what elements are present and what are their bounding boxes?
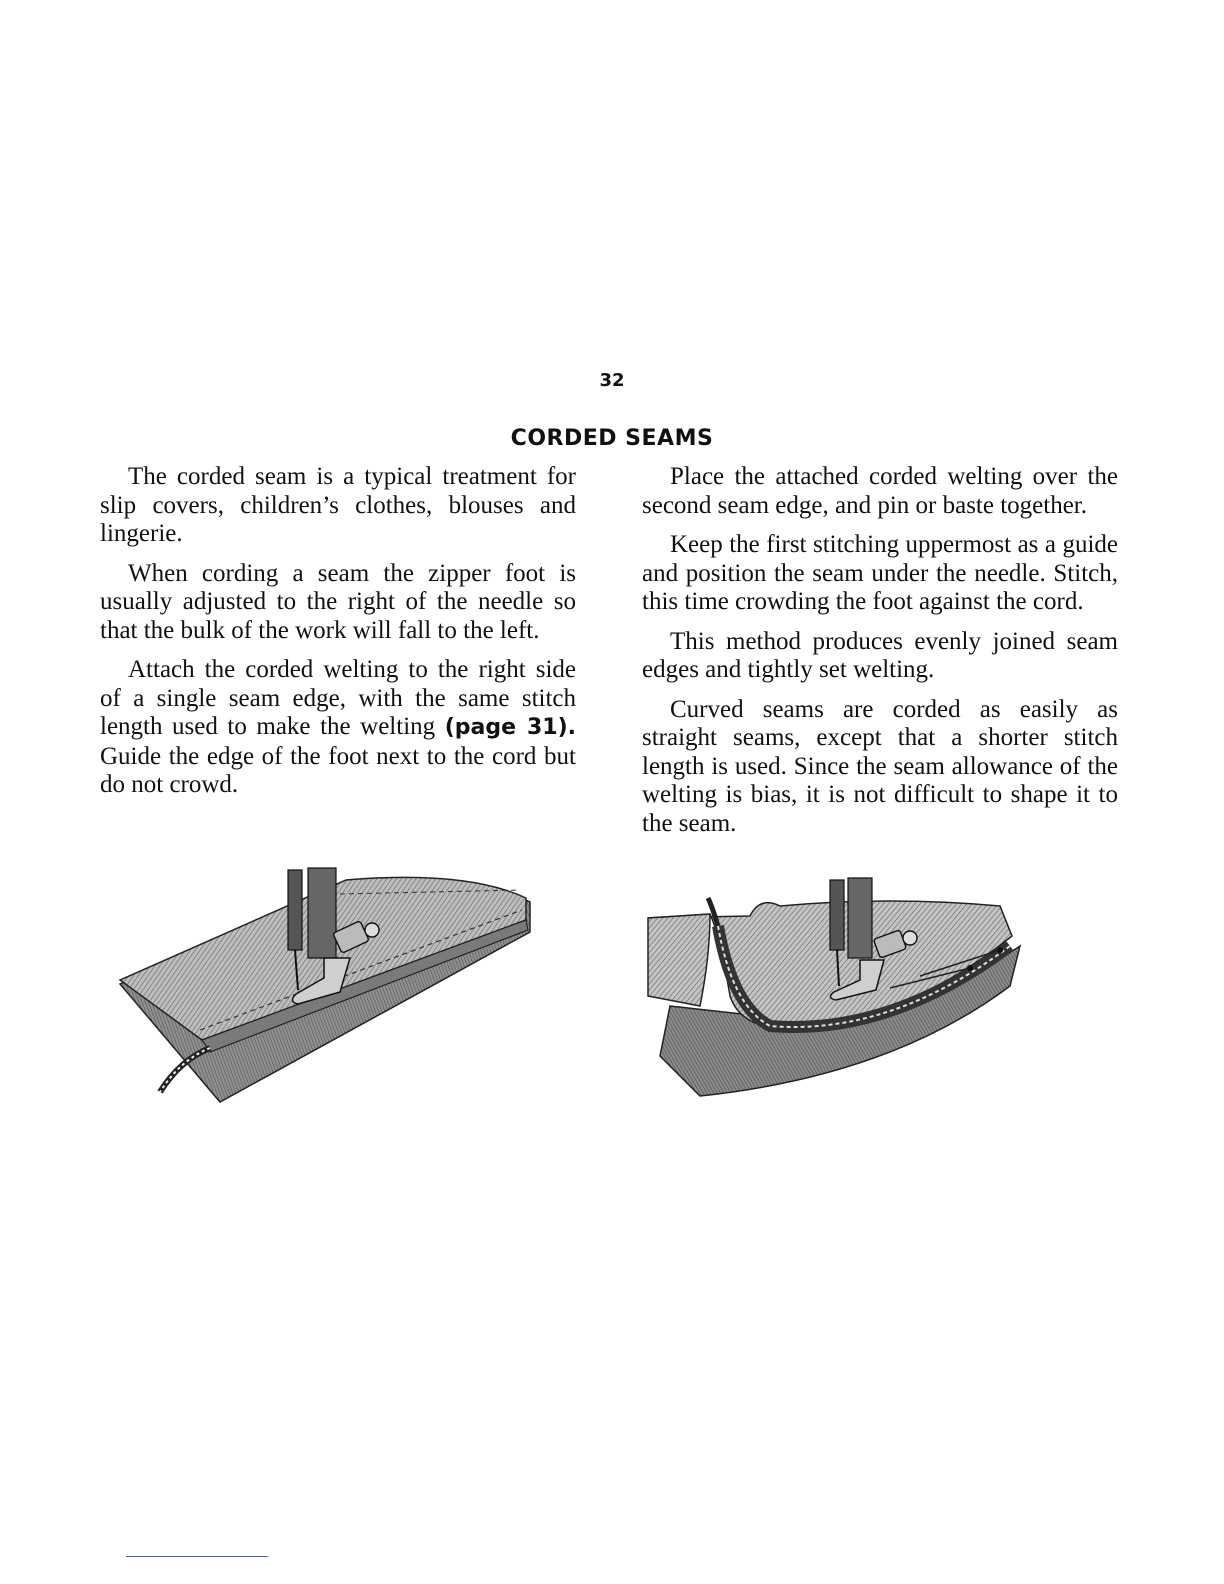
paragraph: When cording a seam the zipper foot is usually adjusted to the right of the needle so that the bulk of the work will fall to the left. [100,559,576,644]
paragraph-text: Guide the edge of the foot next to the cord but do not crowd. [100,742,576,798]
page-reference: (page 31). [444,715,576,740]
sewing-machine-zipper-foot-illustration [110,862,540,1112]
page-title: CORDED SEAMS [510,426,714,451]
paragraph: Curved seams are corded as easily as straight seams, except that a shorter stitch length is used. Since the seam allowance of the welting is bias, it is not difficult to shape it to the seam. [642,695,1118,837]
paragraph: This method produces evenly joined seam edges and tightly set welting. [642,627,1118,683]
page-number: 32 [599,370,625,391]
paragraph: Keep the first stitching uppermost as a guide and position the seam under the needle. Stitch, this time crowding the foot against the cord. [642,531,1118,615]
left-column [100,463,576,811]
paragraph [100,656,576,800]
corded-seam-curved-illustration [640,876,1030,1101]
footer-rule [126,1556,268,1557]
paragraph: Place the attached corded welting over the second seam edge, and pin or baste together. [642,463,1118,519]
paragraph: The corded seam is a typical treatment for slip covers, children’s clothes, blouses and lingerie. [100,463,576,547]
right-column [642,463,1118,849]
paragraph-text: Attach the corded welting to the right side of a single seam edge, with the same stitch length used to make the welting [100,656,576,740]
